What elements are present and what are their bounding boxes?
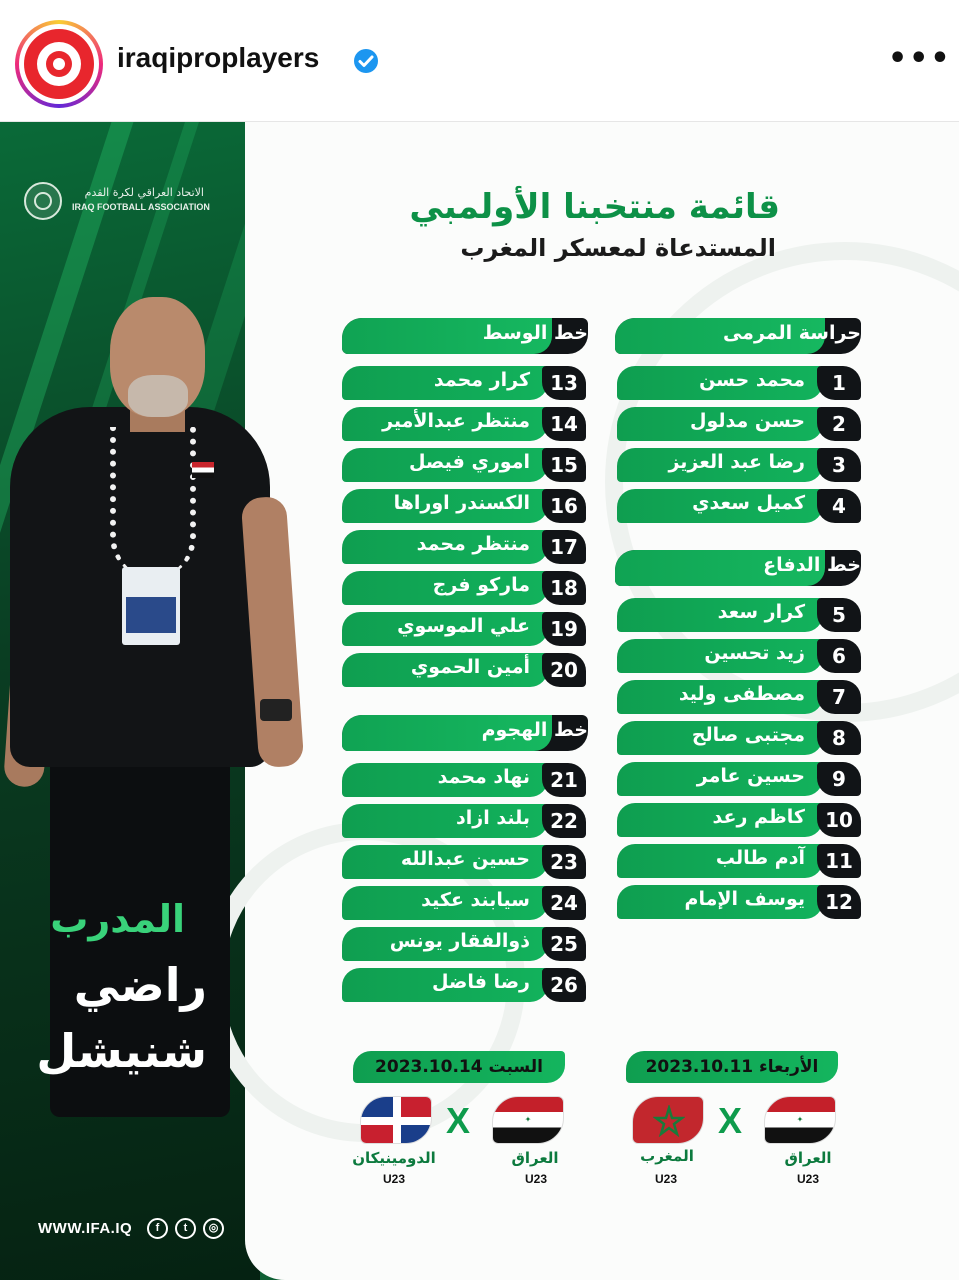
username[interactable]: iraqiproplayers [117, 42, 320, 73]
player-name: نهاد محمد [437, 766, 530, 788]
iraq-flag-icon [764, 1096, 836, 1144]
dominican-flag-icon [360, 1096, 432, 1144]
player-name: سيابند عكيد [421, 889, 530, 911]
player-row [617, 844, 861, 878]
federation-name-en: IRAQ FOOTBALL ASSOCIATION [72, 202, 210, 212]
player-number: 15 [542, 448, 586, 482]
player-name: حسين عبدالله [400, 848, 530, 870]
federation-name-ar: الاتحاد العراقي لكرة القدم [84, 186, 204, 199]
player-number: 17 [542, 530, 586, 564]
player-number: 19 [542, 612, 586, 646]
fixture-date: الأربعاء 2023.10.11 [626, 1051, 838, 1083]
vs-mark: X [718, 1100, 743, 1141]
player-name: منتظر عبدالأمير [382, 410, 530, 432]
player-row [617, 803, 861, 837]
player-row [342, 653, 586, 687]
player-number: 24 [542, 886, 586, 920]
instagram-icon[interactable]: ◎ [203, 1218, 224, 1239]
player-row [617, 680, 861, 714]
player-number: 7 [817, 680, 861, 714]
federation-logo-icon [24, 182, 62, 220]
player-name: مجتبى صالح [691, 724, 805, 746]
player-number: 9 [817, 762, 861, 796]
player-number: 2 [817, 407, 861, 441]
football-logo-icon [24, 29, 94, 99]
player-row [617, 366, 861, 400]
poster-subtitle: المستدعاة لمعسكر المغرب [460, 234, 776, 262]
player-name: حسين عامر [696, 765, 805, 787]
player-row [342, 366, 586, 400]
player-number: 22 [542, 804, 586, 838]
player-row [342, 489, 586, 523]
section-header-midfield [342, 318, 588, 354]
section-header-goalkeepers [615, 318, 861, 354]
player-number: 5 [817, 598, 861, 632]
section-label: خط الهجوم [481, 719, 588, 741]
player-name: كرار سعد [717, 601, 805, 623]
more-options-button[interactable]: ••• [888, 41, 952, 76]
player-name: يوسف الإمام [684, 888, 805, 910]
team-category: U23 [524, 1172, 547, 1186]
coach-beard [128, 375, 188, 417]
team-name: العراق [784, 1149, 832, 1167]
avatar[interactable] [15, 20, 103, 108]
watch-icon [260, 699, 292, 721]
player-number: 6 [817, 639, 861, 673]
squad-poster [0, 122, 959, 1280]
twitter-icon[interactable]: t [175, 1218, 196, 1239]
player-name: آدم طالب [715, 847, 805, 869]
player-name: حسن مدلول [689, 410, 805, 432]
player-row [617, 762, 861, 796]
coach-role: المدرب [50, 897, 185, 941]
player-name: أمين الحموي [410, 656, 530, 678]
player-number: 16 [542, 489, 586, 523]
post-header [0, 0, 959, 122]
federation-logo-core [34, 192, 52, 210]
section-label: خط الوسط [482, 322, 588, 344]
player-row [342, 407, 586, 441]
player-row [617, 598, 861, 632]
player-row [342, 804, 586, 838]
player-number: 11 [817, 844, 861, 878]
player-row [342, 530, 586, 564]
player-number: 18 [542, 571, 586, 605]
player-row [342, 571, 586, 605]
fixture-date: السبت 2023.10.14 [353, 1051, 565, 1083]
section-label: حراسة المرمى [722, 322, 861, 344]
iraq-flag-patch-icon [192, 462, 214, 478]
team-category: U23 [382, 1172, 405, 1186]
player-row [342, 968, 586, 1002]
flag-quarter [401, 1097, 432, 1117]
player-row [342, 845, 586, 879]
player-row [617, 407, 861, 441]
player-row [342, 763, 586, 797]
player-row [617, 721, 861, 755]
player-number: 14 [542, 407, 586, 441]
player-row [617, 448, 861, 482]
coach-last-name: شنيشل [36, 1024, 207, 1078]
player-name: علي الموسوي [397, 615, 530, 637]
player-number: 1 [817, 366, 861, 400]
flag-emblem: ✦ [524, 1115, 532, 1124]
section-header-attack [342, 715, 588, 751]
player-name: الكسندر اوراها [393, 492, 530, 514]
player-number: 3 [817, 448, 861, 482]
player-name: مصطفى وليد [678, 683, 805, 705]
player-row [342, 927, 586, 961]
flag-quarter [361, 1097, 393, 1117]
player-name: منتظر محمد [416, 533, 530, 555]
flag-emblem: ✦ [796, 1115, 804, 1124]
player-name: كرار محمد [433, 369, 530, 391]
iraq-flag-icon [492, 1096, 564, 1144]
player-row [342, 448, 586, 482]
team-category: U23 [796, 1172, 819, 1186]
flag-quarter [401, 1125, 432, 1144]
vs-mark: X [446, 1100, 471, 1141]
player-number: 12 [817, 885, 861, 919]
player-name: ذوالفقار يونس [389, 930, 530, 952]
player-number: 10 [817, 803, 861, 837]
player-number: 20 [542, 653, 586, 687]
team-category: U23 [654, 1172, 677, 1186]
player-row [617, 639, 861, 673]
player-name: اموري فيصل [408, 451, 530, 473]
accreditation-badge-photo [126, 597, 176, 633]
player-name: بلند ازاد [456, 807, 530, 829]
player-number: 4 [817, 489, 861, 523]
facebook-icon[interactable]: f [147, 1218, 168, 1239]
verified-badge-icon [353, 48, 379, 74]
player-row [342, 886, 586, 920]
player-row [342, 612, 586, 646]
player-name: كميل سعدي [692, 492, 805, 514]
player-row [617, 489, 861, 523]
player-number: 13 [542, 366, 586, 400]
team-name: المغرب [640, 1147, 694, 1165]
player-name: رضا عبد العزيز [668, 451, 805, 473]
flag-quarter [361, 1125, 393, 1144]
player-number: 26 [542, 968, 586, 1002]
morocco-flag-icon [632, 1096, 704, 1144]
player-name: كاظم رعد [712, 806, 805, 828]
player-number: 23 [542, 845, 586, 879]
poster-title: قائمة منتخبنا الأولمبي [409, 187, 780, 227]
player-row [617, 885, 861, 919]
section-header-defense [615, 550, 861, 586]
player-number: 8 [817, 721, 861, 755]
player-name: ماركو فرج [432, 574, 530, 596]
team-name: الدومينيكان [352, 1149, 436, 1167]
player-number: 21 [542, 763, 586, 797]
player-name: محمد حسن [699, 369, 805, 391]
section-label: خط الدفاع [763, 554, 861, 576]
team-name: العراق [511, 1149, 559, 1167]
lanyard [110, 427, 196, 577]
player-name: زيد تحسين [704, 642, 805, 664]
player-name: رضا فاضل [432, 971, 530, 993]
website-link[interactable]: WWW.IFA.IQ [38, 1220, 133, 1237]
player-number: 25 [542, 927, 586, 961]
coach-first-name: راضي [73, 958, 207, 1012]
